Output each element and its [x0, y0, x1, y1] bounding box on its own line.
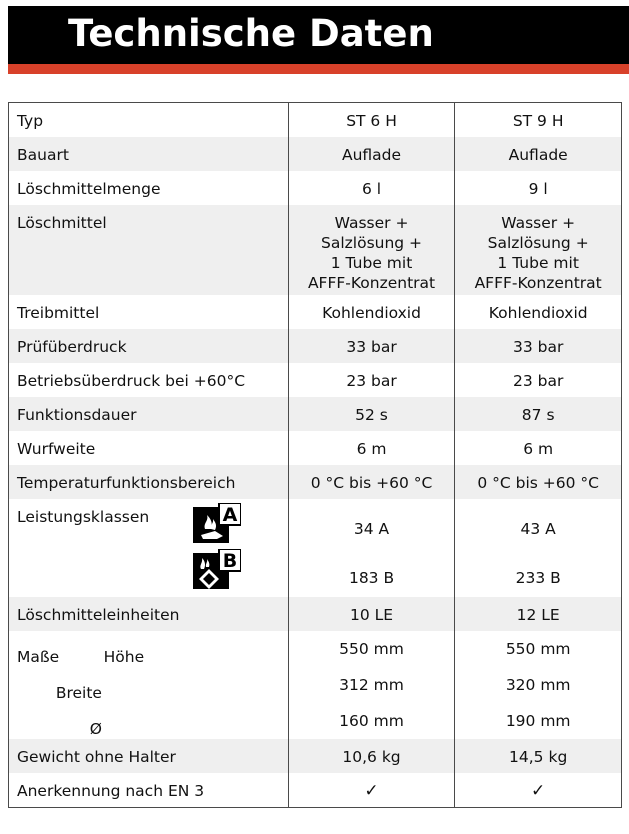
cell-st9h: 12 LE	[455, 597, 622, 631]
cell-st6h: 0 °C bis +60 °C	[288, 465, 455, 499]
table-row	[9, 431, 622, 465]
row-label: Temperaturfunktionsbereich	[9, 465, 289, 499]
cell-st9h: 33 bar	[455, 329, 622, 363]
table-row	[9, 171, 622, 205]
row-label: Leistungsklassen A B	[9, 499, 289, 597]
class-b-value: 233 B	[515, 569, 561, 587]
row-label: Anerkennung nach EN 3	[17, 782, 205, 800]
table-row	[9, 137, 622, 171]
row-label: Treibmittel	[17, 304, 100, 322]
sub-label-hoehe: Höhe	[103, 648, 145, 666]
table-row-masse	[9, 631, 622, 667]
row-label: Funktionsdauer	[9, 397, 289, 431]
row-label: Prüfüberdruck	[9, 329, 289, 363]
cell-st6h: 312 mm	[288, 667, 455, 703]
table-row	[9, 397, 622, 431]
cell-st9h: 14,5 kg	[455, 739, 622, 773]
row-label	[9, 667, 289, 703]
class-a-value: 43 A	[520, 520, 556, 538]
table-row	[9, 103, 622, 138]
cell-st9h: 87 s	[455, 397, 622, 431]
sub-label-breite: Breite	[55, 684, 102, 702]
cell-st6h: 33 bar	[288, 329, 455, 363]
svg-text:A: A	[222, 504, 238, 526]
cell-st6h: 6 m	[288, 431, 455, 465]
cell-st6h: 10 LE	[288, 597, 455, 631]
cell-st6h: 23 bar	[288, 363, 455, 397]
cell-st9h: Wasser + Salzlösung + 1 Tube mit AFFF-Konzentrat	[455, 205, 622, 295]
table-row-leistungsklassen	[9, 499, 622, 597]
cell-st9h: 0 °C bis +60 °C	[455, 465, 622, 499]
row-label	[9, 703, 289, 739]
cell-st9h	[455, 499, 622, 597]
cell-st9h: 6 m	[455, 431, 622, 465]
table-row	[9, 597, 622, 631]
cell-st6h: 550 mm	[288, 631, 455, 667]
table-row-masse	[9, 667, 622, 703]
check-icon: ✓	[288, 773, 455, 808]
cell-st9h: Kohlendioxid	[455, 295, 622, 329]
header-bar	[8, 6, 629, 64]
cell-st6h: 6 l	[288, 171, 455, 205]
check-icon: ✓	[455, 773, 622, 808]
cell-st6h: ST 6 H	[288, 103, 455, 138]
header-accent-stripe	[8, 64, 629, 74]
table-row	[9, 205, 622, 295]
table-row	[9, 295, 622, 329]
cell-st9h: Auflade	[455, 137, 622, 171]
table-row	[9, 465, 622, 499]
row-label: Typ	[17, 112, 44, 130]
row-label: Löschmittelmenge	[17, 180, 161, 198]
cell-st9h: ST 9 H	[455, 103, 622, 138]
table-row	[9, 739, 622, 773]
row-label: Betriebsüberdruck bei +60°C	[17, 372, 246, 390]
row-label: Gewicht ohne Halter	[9, 739, 289, 773]
row-label: Löschmittel	[9, 205, 289, 295]
cell-st6h: Kohlendioxid	[288, 295, 455, 329]
cell-st6h: 160 mm	[288, 703, 455, 739]
table-row	[9, 773, 622, 808]
svg-text:B: B	[222, 550, 238, 572]
cell-st6h: 52 s	[288, 397, 455, 431]
fire-class-a-icon	[193, 503, 241, 543]
cell-st6h: Auflade	[288, 137, 455, 171]
cell-st9h: 23 bar	[455, 363, 622, 397]
cell-st9h: 550 mm	[455, 631, 622, 667]
class-a-value: 34 A	[353, 520, 390, 538]
cell-st9h: 320 mm	[455, 667, 622, 703]
row-label: Bauart	[9, 137, 289, 171]
cell-st6h: Wasser + Salzlösung + 1 Tube mit AFFF-Konzentrat	[288, 205, 455, 295]
class-b-value: 183 B	[348, 569, 395, 587]
page-title: Technische Daten	[68, 12, 434, 55]
table-row-masse	[9, 703, 622, 739]
sub-label-durchmesser: Ø	[89, 720, 102, 738]
row-label: Maße Höhe	[9, 631, 289, 667]
cell-st9h: 9 l	[455, 171, 622, 205]
row-label: Löschmitteleinheiten	[9, 597, 289, 631]
cell-st6h	[288, 499, 455, 597]
fire-class-b-icon	[193, 549, 241, 589]
table-row	[9, 363, 622, 397]
cell-st9h: 190 mm	[455, 703, 622, 739]
spec-table	[8, 102, 622, 808]
row-label: Wurfweite	[17, 440, 96, 458]
table-row	[9, 329, 622, 363]
cell-st6h: 10,6 kg	[288, 739, 455, 773]
